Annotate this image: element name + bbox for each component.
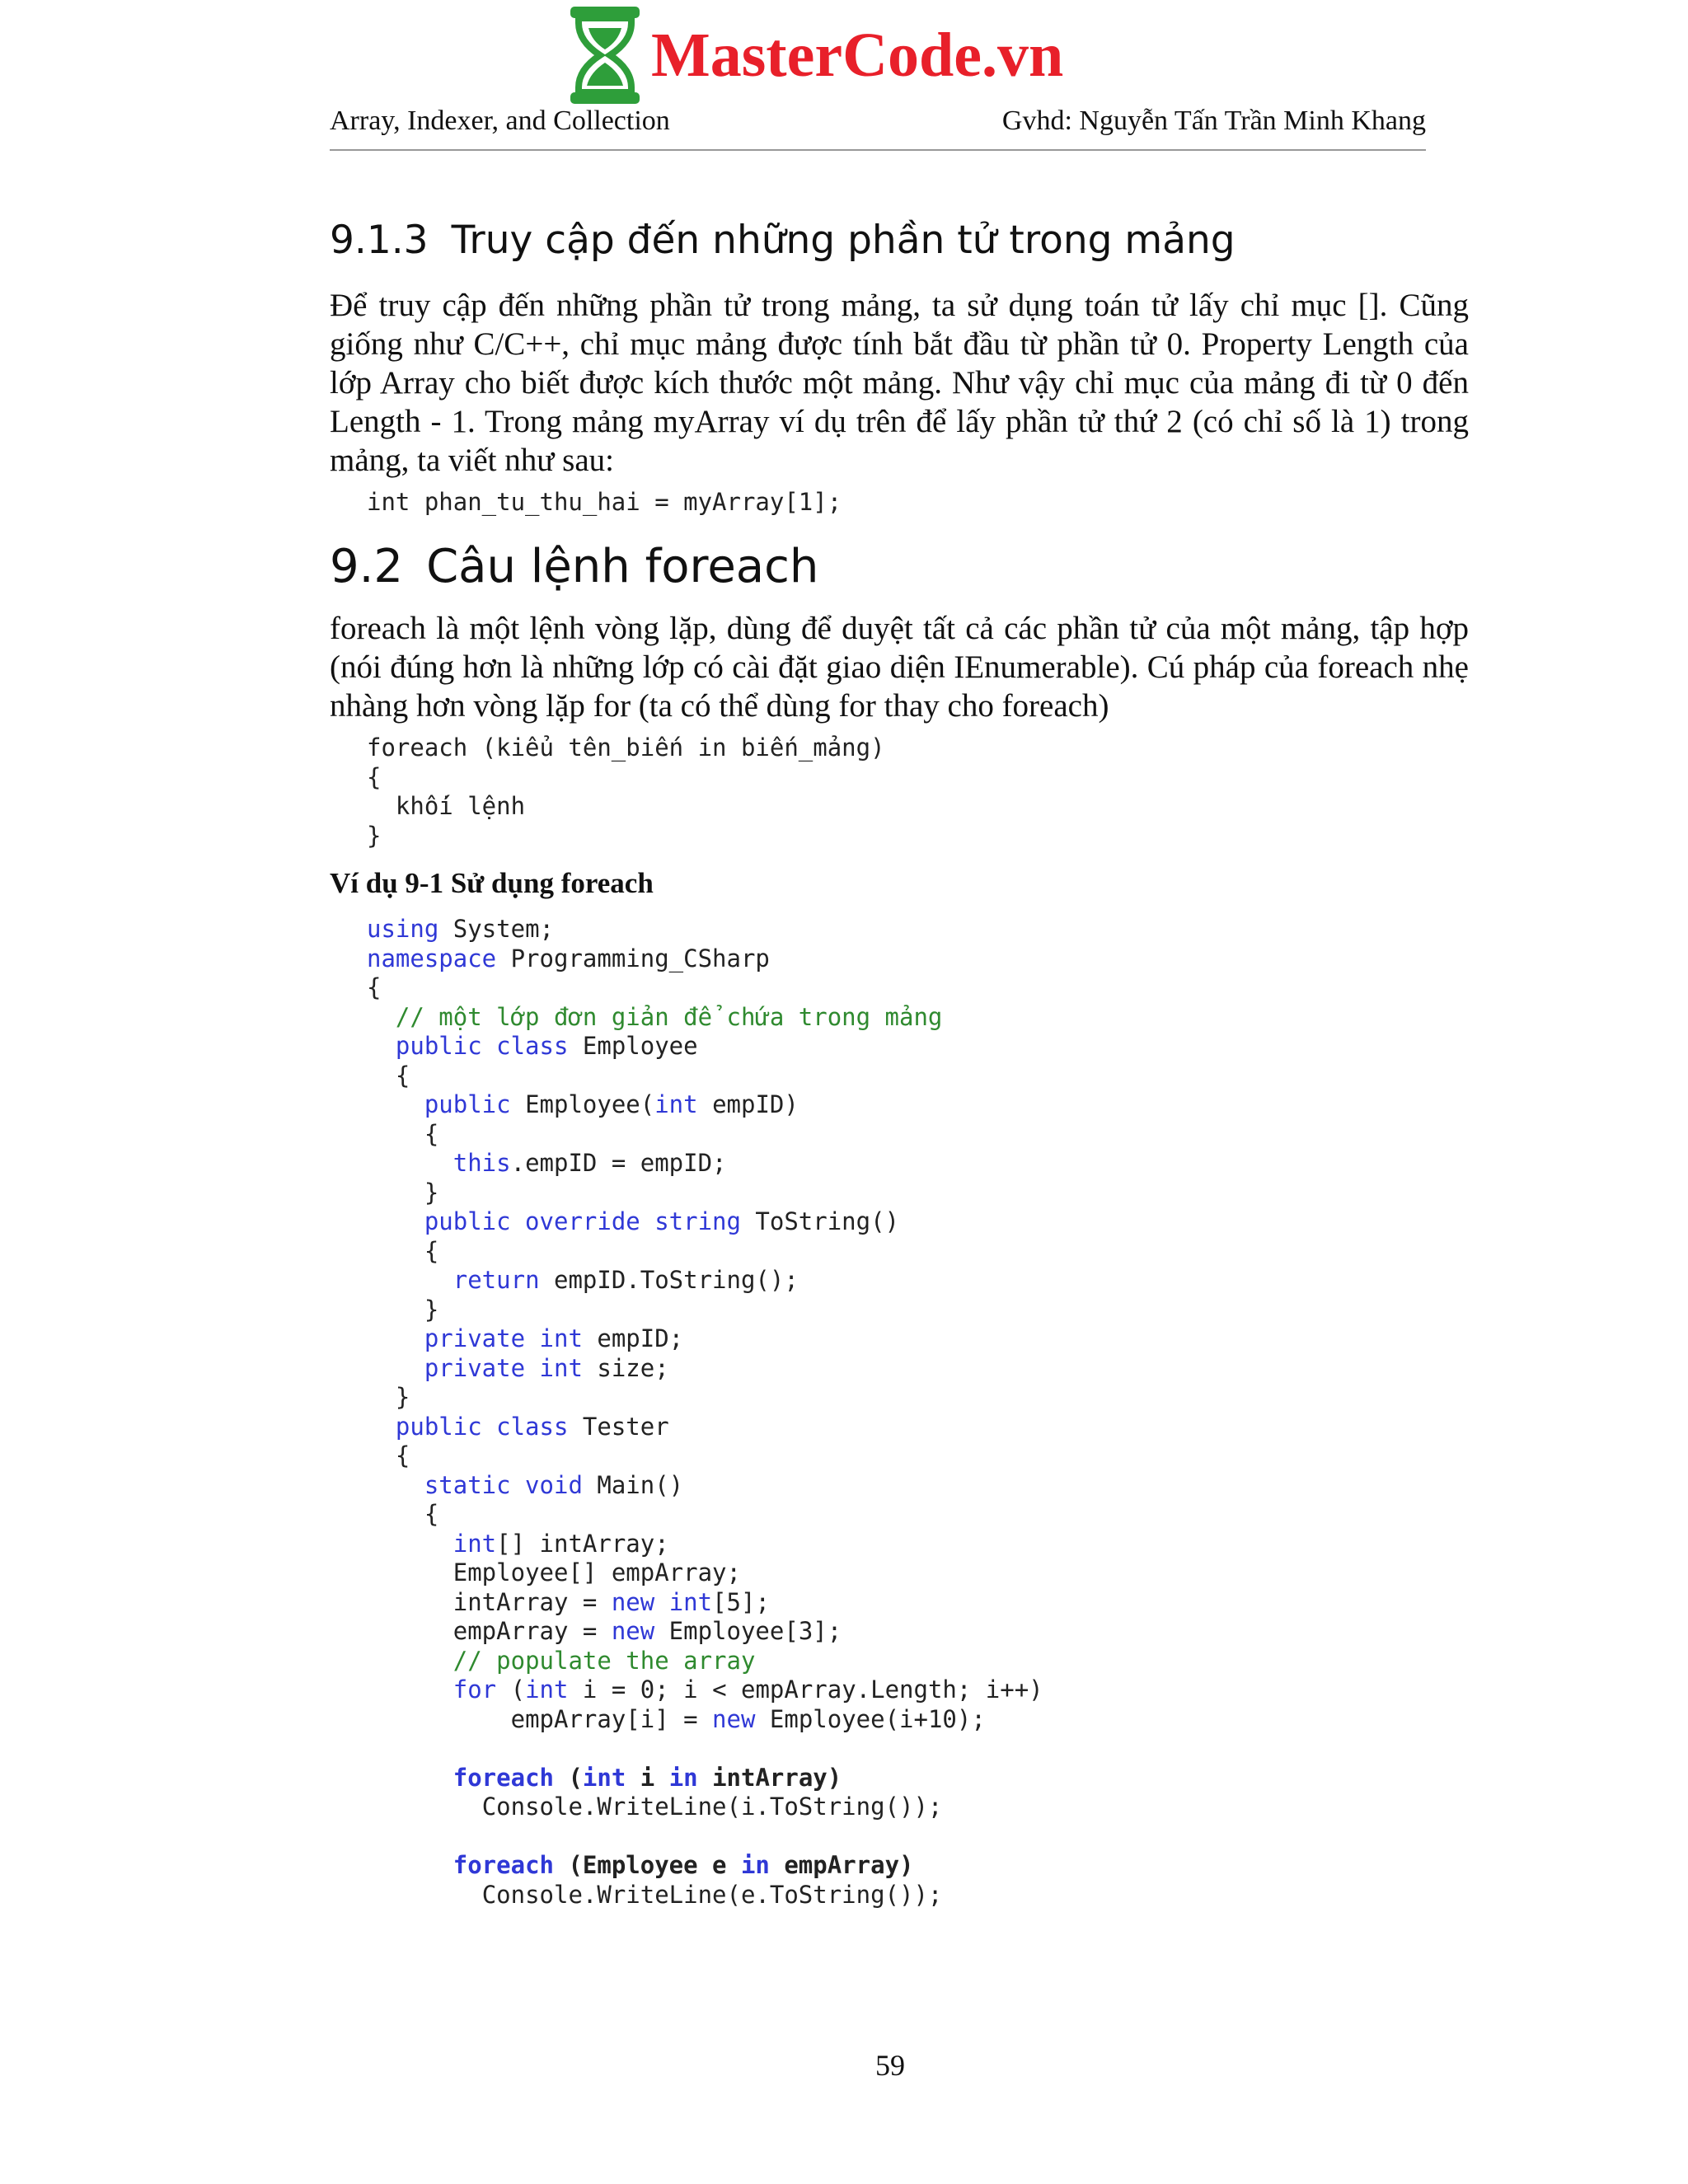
- code-line: }: [367, 821, 382, 850]
- section-number: 9.1.3: [330, 218, 429, 263]
- section-title: Truy cập đến những phần tử trong mảng: [451, 218, 1236, 263]
- code-keyword: int: [525, 1675, 569, 1704]
- header-title: Array, Indexer, and Collection: [330, 105, 670, 136]
- code-text: Employee[3];: [654, 1617, 842, 1645]
- section-number: 9.2: [330, 540, 404, 593]
- code-text: Console.WriteLine(e.ToString());: [481, 1880, 943, 1909]
- code-line: {: [367, 762, 382, 791]
- code-text: size;: [582, 1353, 669, 1382]
- example-caption: Ví dụ 9-1 Sử dụng foreach: [330, 867, 654, 899]
- code-keyword: new: [611, 1617, 655, 1645]
- code-text: empID;: [582, 1324, 684, 1352]
- code-text: intArray): [697, 1763, 842, 1792]
- section-heading-9-2: [330, 540, 818, 593]
- code-keyword: private int: [424, 1324, 583, 1352]
- example-code-block: [367, 915, 1043, 1910]
- code-keyword: in: [668, 1763, 698, 1792]
- logo: [567, 0, 1063, 110]
- code-keyword: for: [452, 1675, 497, 1704]
- code-keyword: int: [668, 1587, 713, 1616]
- code-text: i: [626, 1763, 669, 1792]
- code-text: Programming_CSharp: [496, 944, 770, 972]
- code-keyword: private int: [424, 1353, 583, 1382]
- code-text: [5];: [712, 1587, 770, 1616]
- code-text: empArray[i] =: [510, 1704, 713, 1733]
- code-text: {: [424, 1119, 439, 1148]
- section-paragraph: foreach là một lệnh vòng lặp, dùng để duyệt tất cả các phần tử của một mảng, tập hợp (nói đúng hơn là những lớp có cài đặt giao diện IEnumerable). Cú pháp của foreach nhẹ nhàng hơn vòng lặp for (ta có thể dùng for thay cho foreach): [330, 611, 1469, 724]
- code-text: Employee: [568, 1032, 698, 1060]
- code-text: (: [496, 1675, 526, 1704]
- code-keyword: static void: [424, 1470, 583, 1499]
- logo-text: MasterCode.vn: [651, 21, 1064, 90]
- header-divider: [330, 149, 1426, 151]
- code-keyword: public override string: [424, 1207, 741, 1235]
- code-text: ToString(): [740, 1207, 900, 1235]
- syntax-block: [367, 733, 885, 851]
- code-keyword: namespace: [367, 944, 497, 972]
- code-keyword: new: [611, 1587, 655, 1616]
- code-comment: // populate the array: [452, 1646, 756, 1675]
- code-text: Employee(i+10);: [755, 1704, 986, 1733]
- code-text: }: [395, 1383, 410, 1411]
- code-line: khối lệnh: [367, 792, 526, 820]
- code-text: Tester: [568, 1412, 669, 1441]
- code-text: empArray =: [452, 1617, 612, 1645]
- page-number: 59: [875, 2049, 905, 2082]
- code-text: }: [424, 1178, 439, 1207]
- code-text: i = 0; i < empArray.Length; i++): [568, 1675, 1043, 1704]
- code-text: Employee[] empArray;: [452, 1558, 741, 1586]
- code-text: }: [424, 1295, 439, 1324]
- code-keyword: using: [367, 915, 439, 943]
- code-text: {: [424, 1236, 439, 1265]
- code-keyword: int: [582, 1763, 626, 1792]
- code-text: Employee(: [510, 1090, 655, 1118]
- code-text: {: [395, 1441, 410, 1469]
- code-keyword: return: [452, 1266, 540, 1294]
- code-keyword: int: [654, 1090, 698, 1118]
- hourglass-icon: [567, 3, 643, 107]
- code-text: empID): [697, 1090, 799, 1118]
- code-keyword: foreach: [452, 1851, 554, 1879]
- code-snippet: [367, 488, 842, 518]
- code-text: Console.WriteLine(i.ToString());: [481, 1793, 943, 1821]
- code-text: {: [367, 973, 382, 1001]
- code-text: intArray =: [452, 1587, 612, 1616]
- code-keyword: this: [452, 1149, 511, 1177]
- code-text: [654, 1588, 668, 1616]
- code-text: (Employee e: [553, 1851, 741, 1879]
- code-text: {: [395, 1061, 410, 1090]
- code-keyword: in: [740, 1851, 770, 1879]
- code-keyword: foreach: [452, 1763, 554, 1792]
- code-keyword: public: [424, 1090, 511, 1118]
- code-line: foreach (kiểu tên_biến in biến_mảng): [367, 733, 885, 762]
- code-text: [] intArray;: [496, 1529, 669, 1558]
- code-line: int phan_tu_thu_hai = myArray[1];: [367, 488, 842, 516]
- code-text: (: [553, 1763, 583, 1792]
- code-keyword: public class: [395, 1412, 569, 1441]
- code-keyword: new: [712, 1704, 756, 1733]
- code-text: {: [424, 1500, 439, 1528]
- header-instructor: Gvhd: Nguyễn Tấn Trần Minh Khang: [1001, 105, 1426, 136]
- code-text: empID.ToString();: [539, 1266, 799, 1294]
- code-comment: // một lớp đơn giản để chứa trong mảng: [395, 1002, 943, 1031]
- code-text: empArray): [769, 1851, 914, 1879]
- section-heading-9-1-3: [330, 218, 1236, 263]
- code-text: Main(): [582, 1470, 684, 1499]
- code-text: .empID = empID;: [510, 1149, 727, 1177]
- section-paragraph: Để truy cập đến những phần tử trong mảng, ta sử dụng toán tử lấy chỉ mục []. Cũng giống như C/C++, chỉ mục mảng được tính bắt đầu từ phần tử 0. Property Length của lớp Array cho biết được kích thước một mảng. Như vậy chỉ mục của mảng đi từ 0 đến Length - 1. Trong mảng myArray ví dụ trên để lấy phần tử thứ 2 (có chỉ số là 1) trong mảng, ta viết như sau:: [330, 288, 1469, 478]
- code-keyword: public class: [395, 1032, 569, 1060]
- code-keyword: int: [452, 1529, 497, 1558]
- code-text: System;: [438, 915, 554, 943]
- section-title: Câu lệnh foreach: [426, 540, 819, 593]
